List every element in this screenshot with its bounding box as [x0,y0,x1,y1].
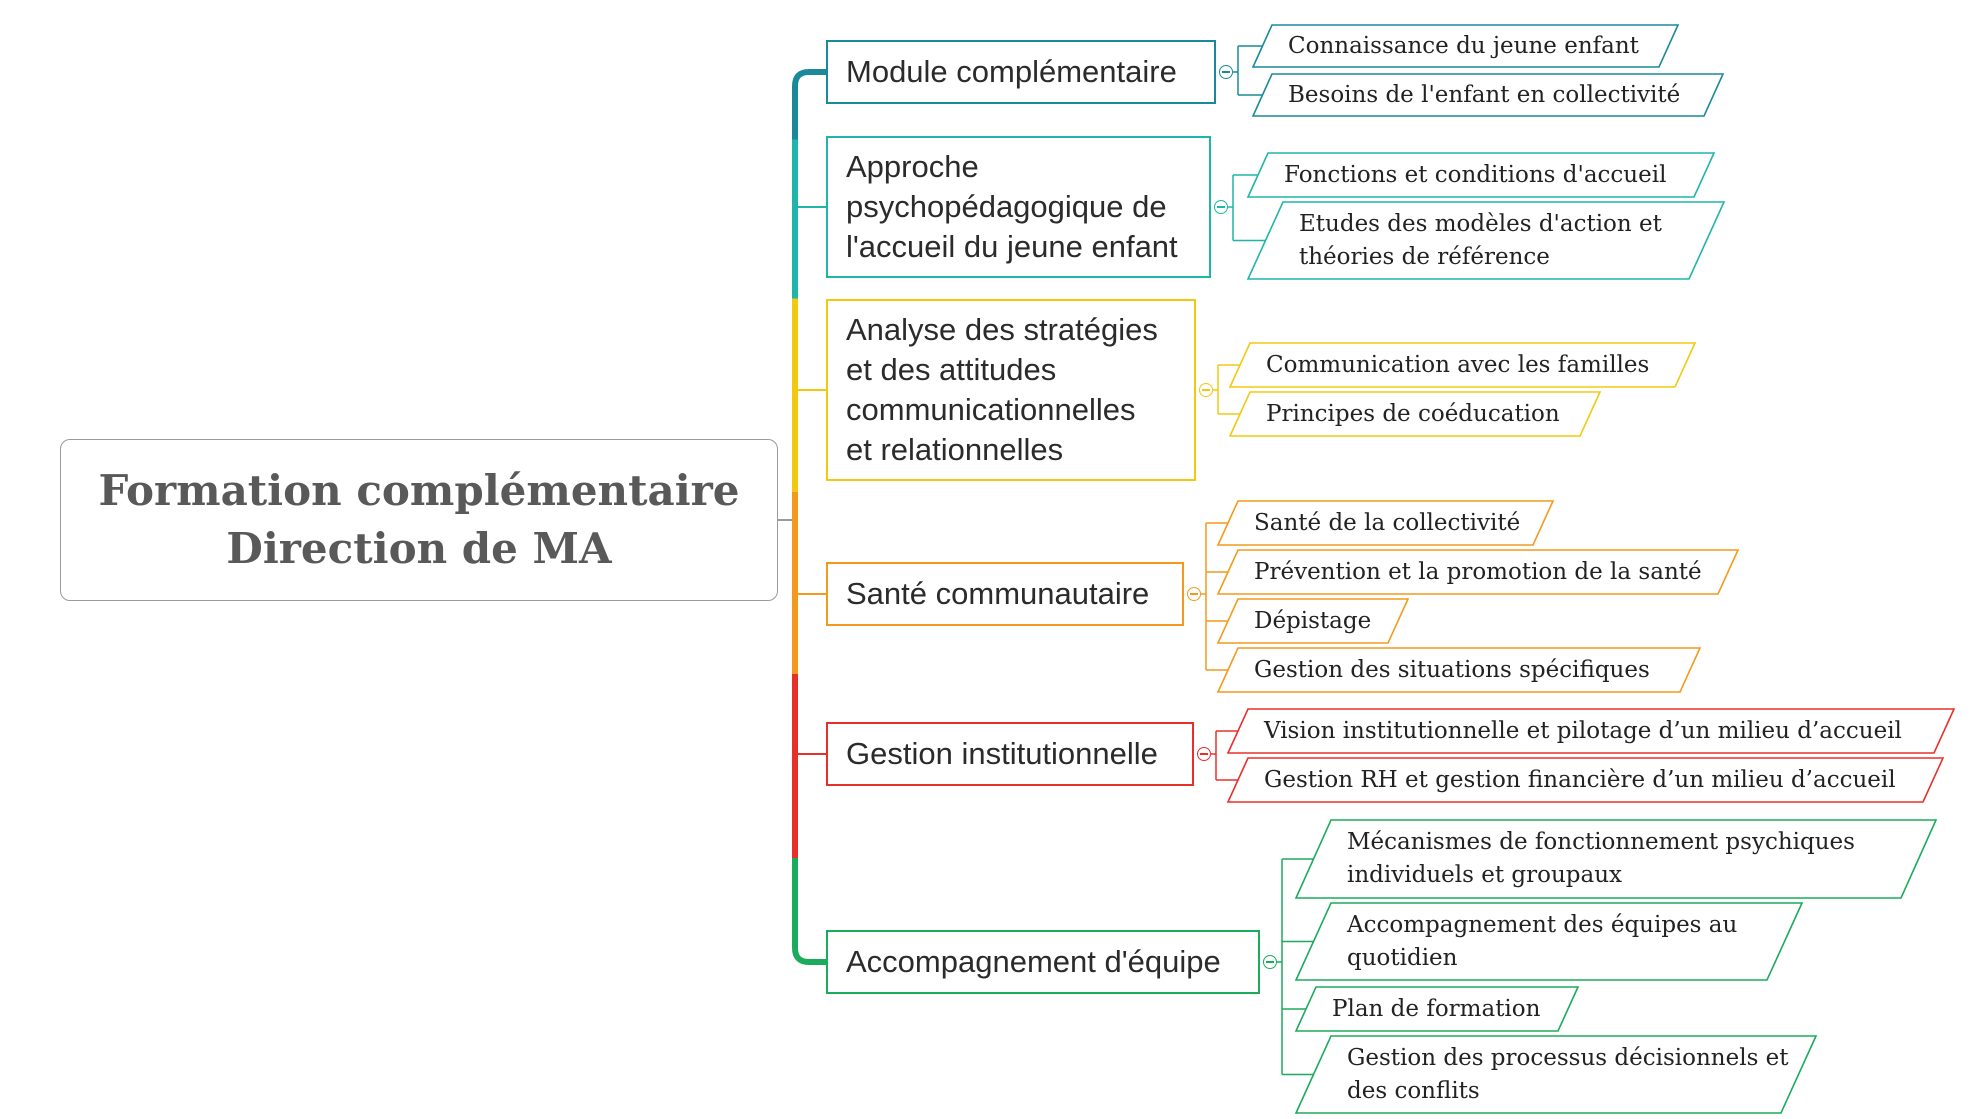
branch-topic-line: communicationnelles [846,392,1136,427]
branch-topic-line: l'accueil du jeune enfant [846,229,1178,264]
collapse-toggle-icon[interactable] [1199,383,1213,397]
subtopic-line: Santé de la collectivité [1254,509,1521,536]
branch-topic-line: et relationnelles [846,432,1064,467]
subtopic-line: individuels et groupaux [1347,862,1622,888]
branch-connector [795,72,826,86]
subtopic[interactable] [1296,903,1802,980]
branch-topic-line: Analyse des stratégies [846,312,1158,347]
subtopic-line: Principes de coéducation [1266,400,1560,427]
collapse-toggle-icon[interactable] [1219,65,1233,79]
root-topic-line: Formation complémentaire [98,466,740,515]
subtopic[interactable] [1248,153,1714,197]
branch-topic-line: Gestion institutionnelle [846,736,1158,771]
subtopic[interactable] [1218,501,1553,545]
subtopic-line: Gestion des situations spécifiques [1254,656,1650,683]
subtopic-line: Besoins de l'enfant en collectivité [1288,81,1681,108]
subtopic-line: Connaissance du jeune enfant [1288,32,1639,59]
subtopic-line: Accompagnement des équipes au [1347,911,1738,938]
subtopic[interactable] [1230,392,1600,436]
subtopic-line: Gestion des processus décisionnels et [1347,1044,1789,1071]
subtopic[interactable] [1230,343,1695,387]
subtopic[interactable] [1218,648,1700,692]
subtopic[interactable] [1296,1036,1816,1113]
subtopic[interactable] [1248,202,1724,279]
branch-topic-line: Accompagnement d'équipe [846,944,1221,979]
collapse-toggle-icon[interactable] [1214,200,1228,214]
subtopic-line: Prévention et la promotion de la santé [1254,558,1702,585]
subtopic[interactable] [1228,758,1943,802]
subtopic[interactable] [1218,550,1738,594]
subtopic[interactable] [1253,74,1723,116]
branch-connector [795,948,826,962]
subtopic-line: Fonctions et conditions d'accueil [1284,161,1667,188]
subtopic-line: des conflits [1347,1077,1480,1104]
subtopic-line: Gestion RH et gestion financière d’un milieu d’accueil [1264,766,1896,793]
subtopic-line: Communication avec les familles [1266,351,1650,378]
subtopic-line: quotidien [1347,944,1458,971]
branch-topic-line: Module complémentaire [846,54,1177,89]
branch-topic[interactable] [826,40,1216,104]
root-topic[interactable] [60,439,778,601]
branch-topic-line: Santé communautaire [846,576,1150,611]
subtopic[interactable] [1253,25,1678,67]
subtopic-line: Mécanismes de fonctionnement psychiques [1347,829,1855,855]
subtopic-line: Dépistage [1254,607,1372,634]
root-topic-line: Direction de MA [226,524,612,573]
branch-topic-line: et des attitudes [846,352,1057,387]
branch-topic-line: psychopédagogique de [846,189,1167,224]
collapse-toggle-icon[interactable] [1187,587,1201,601]
branch-topic-line: Approche [846,149,979,184]
subtopic[interactable] [1296,820,1936,898]
branch-topic[interactable] [826,722,1194,786]
subtopic[interactable] [1228,709,1954,753]
collapse-toggle-icon[interactable] [1263,955,1277,969]
subtopic[interactable] [1296,987,1578,1031]
branch-topic[interactable] [826,930,1260,994]
collapse-toggle-icon[interactable] [1197,747,1211,761]
subtopic-line: Vision institutionnelle et pilotage d’un milieu d’accueil [1264,717,1902,744]
subtopic-line: Etudes des modèles d'action et [1299,210,1662,237]
branch-topic[interactable] [826,562,1184,626]
subtopic-line: Plan de formation [1332,995,1541,1022]
branch-topic[interactable] [826,136,1211,278]
branch-topic[interactable] [826,299,1196,481]
subtopic[interactable] [1218,599,1408,643]
subtopic-line: théories de référence [1299,243,1550,270]
